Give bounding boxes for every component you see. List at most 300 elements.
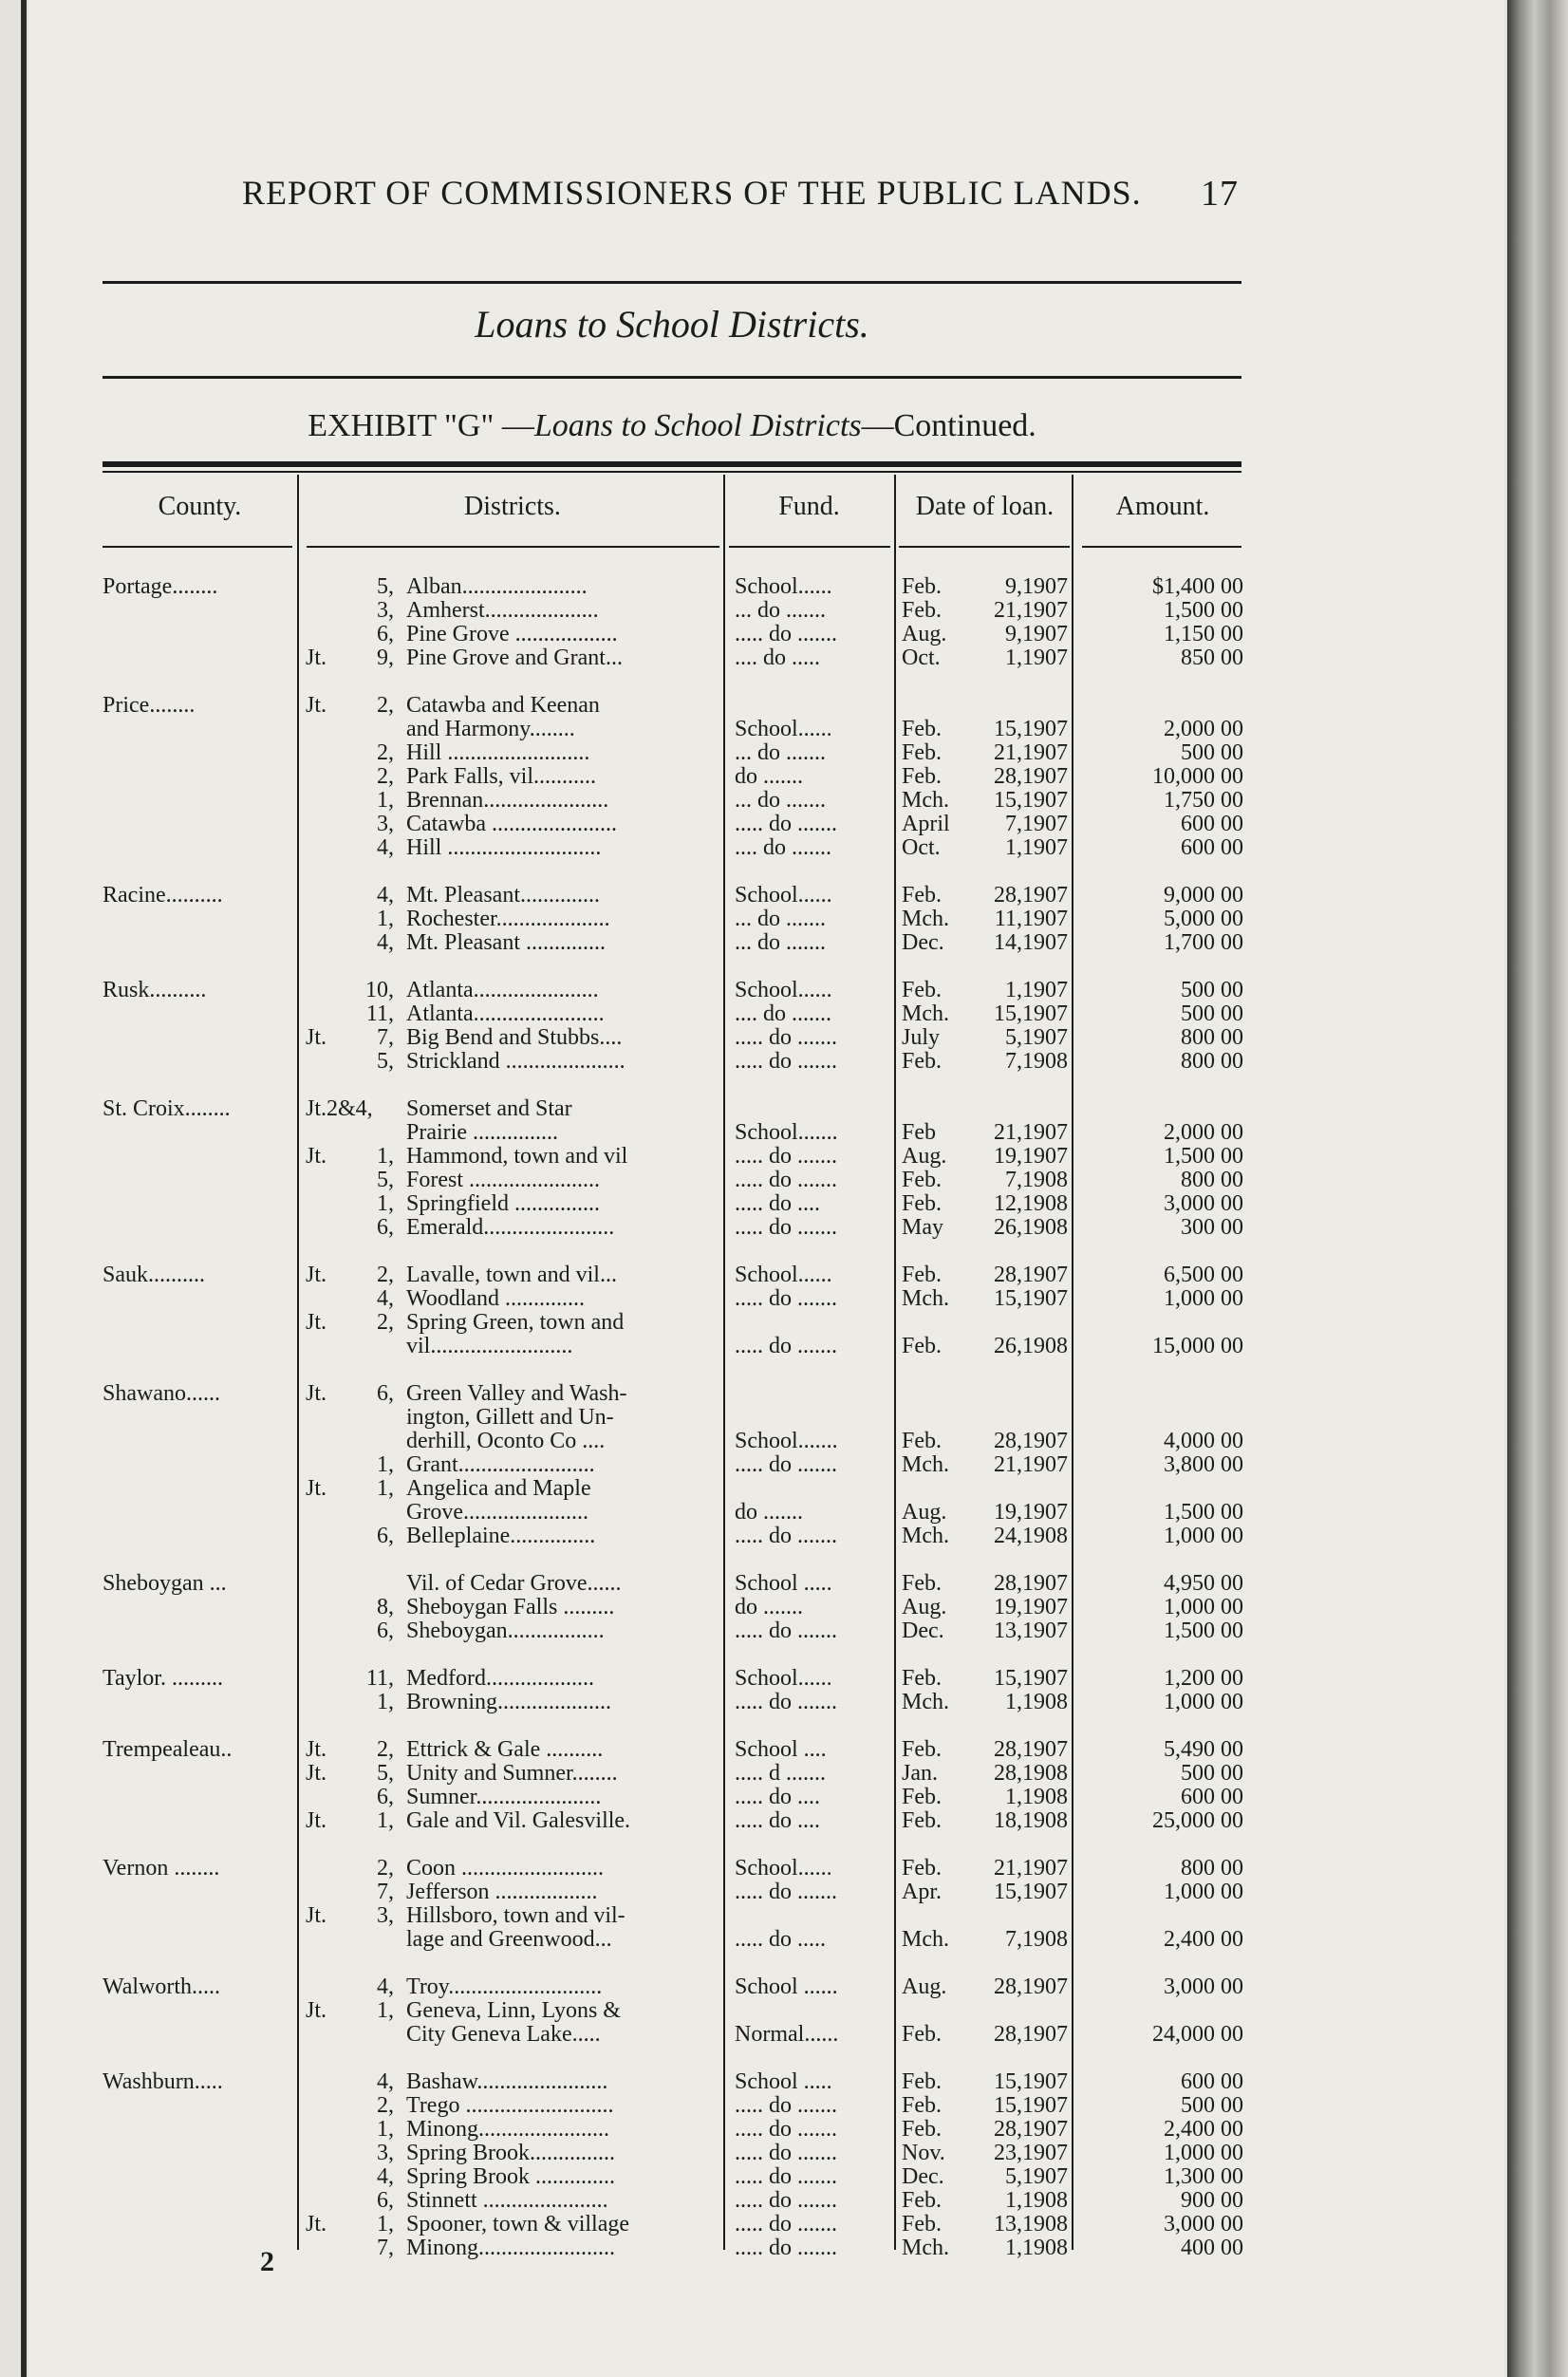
row-amount: 850 00: [1181, 646, 1243, 670]
row-district-number: 6,: [377, 1215, 394, 1240]
row-day-year: 28,1907: [994, 1571, 1068, 1596]
row-month: Feb.: [902, 740, 942, 765]
col-header-date: Date of loan.: [915, 492, 1055, 521]
row-amount: 600 00: [1181, 835, 1243, 860]
row-day-year: 7,1907: [1005, 812, 1068, 836]
row-month: Feb.: [902, 764, 942, 789]
row-day-year: 28,1908: [994, 1761, 1068, 1786]
row-fund: School......: [735, 574, 832, 599]
row-amount: 6,500 00: [1164, 1263, 1243, 1287]
row-day-year: 28,1907: [994, 764, 1068, 789]
header-underline-amount: [1082, 546, 1241, 548]
row-district-number: 2,: [377, 1737, 394, 1762]
row-day-year: 15,1907: [994, 717, 1068, 741]
row-district-name: Atlanta......................: [406, 978, 599, 1002]
row-month: Dec.: [902, 930, 944, 955]
row-fund: School.......: [735, 1120, 838, 1145]
row-amount: 3,000 00: [1164, 1975, 1243, 1999]
row-amount: 2,400 00: [1164, 1927, 1243, 1952]
row-month: Nov.: [902, 2141, 945, 2165]
row-amount: 2,400 00: [1164, 2117, 1243, 2142]
table-row: [0, 1453, 1568, 1477]
table-top-rule: [103, 461, 1241, 467]
row-district-name: Medford...................: [406, 1666, 594, 1691]
row-month: Feb.: [902, 1737, 942, 1762]
row-amount: 4,950 00: [1164, 1571, 1243, 1596]
row-district-name: Mt. Pleasant..............: [406, 883, 600, 908]
row-joint-marker: Jt.: [306, 646, 327, 670]
row-day-year: 19,1907: [994, 1144, 1068, 1169]
row-district-name: lage and Greenwood...: [406, 1927, 612, 1952]
row-day-year: 28,1907: [994, 883, 1068, 908]
row-fund: ..... do .......: [735, 1286, 837, 1311]
table-row: [0, 1002, 1568, 1026]
table-row: [0, 1501, 1568, 1525]
table-row: [0, 1097, 1568, 1121]
row-fund: ..... do .......: [735, 1049, 837, 1074]
row-amount: 1,500 00: [1164, 1619, 1243, 1643]
row-district-number: 3,: [377, 1903, 394, 1928]
row-district-number: 8,: [377, 1595, 394, 1619]
table-row: [0, 1525, 1568, 1548]
row-fund: ..... do .......: [735, 2212, 837, 2237]
row-month: Feb.: [902, 2188, 942, 2213]
row-month: Feb.: [902, 2117, 942, 2142]
row-fund: ..... do .......: [735, 2188, 837, 2213]
row-district-number: 4,: [377, 2069, 394, 2094]
row-amount: 1,000 00: [1164, 2141, 1243, 2165]
row-amount: 1,750 00: [1164, 788, 1243, 813]
row-fund: do .......: [735, 1500, 803, 1525]
row-amount: 500 00: [1181, 978, 1243, 1002]
row-amount: 24,000 00: [1152, 2022, 1243, 2047]
row-month: Jan.: [902, 1761, 938, 1786]
row-county: Trempealeau..: [103, 1737, 233, 1762]
row-day-year: 26,1908: [994, 1334, 1068, 1358]
row-fund: ..... do .......: [735, 1215, 837, 1240]
row-county: Racine..........: [103, 883, 223, 908]
row-district-number: 1,: [377, 2117, 394, 2142]
table-row: [0, 1596, 1568, 1619]
row-district-name: derhill, Oconto Co ....: [406, 1429, 606, 1453]
row-day-year: 28,1907: [994, 1429, 1068, 1453]
table-row: [0, 1667, 1568, 1691]
row-month: Mch.: [902, 1001, 949, 1026]
row-fund: School......: [735, 883, 832, 908]
table-row: [0, 1287, 1568, 1311]
row-month: April: [902, 812, 950, 836]
row-county: Taylor. .........: [103, 1666, 223, 1691]
table-row: [0, 1691, 1568, 1714]
table-row: [0, 1477, 1568, 1501]
row-amount: 4,000 00: [1164, 1429, 1243, 1453]
exhibit-suffix: —Continued.: [861, 408, 1036, 443]
row-county: Walworth.....: [103, 1975, 221, 1999]
row-district-name: Spooner, town & village: [406, 2212, 630, 2237]
row-month: Feb.: [902, 574, 942, 599]
row-month: Aug.: [902, 1144, 947, 1169]
table-row: [0, 789, 1568, 813]
row-day-year: 28,1907: [994, 2117, 1068, 2142]
table-row: [0, 1382, 1568, 1406]
row-amount: 3,000 00: [1164, 1191, 1243, 1216]
row-fund: ..... do .......: [735, 812, 837, 836]
row-day-year: 9,1907: [1005, 574, 1068, 599]
row-amount: 500 00: [1181, 1001, 1243, 1026]
row-month: Aug.: [902, 1595, 947, 1619]
row-joint-marker: Jt.: [306, 1144, 327, 1169]
row-fund: School.......: [735, 1429, 838, 1453]
row-fund: ..... do ....: [735, 1191, 820, 1216]
row-amount: 2,000 00: [1164, 717, 1243, 741]
row-day-year: 5,1907: [1005, 1025, 1068, 1050]
row-amount: 800 00: [1181, 1049, 1243, 1074]
row-district-number: 2,: [377, 1310, 394, 1335]
row-amount: 1,500 00: [1164, 1144, 1243, 1169]
row-fund: ..... do .......: [735, 2093, 837, 2118]
row-county: Shawano......: [103, 1381, 220, 1406]
row-district-number: 11,: [365, 1666, 394, 1691]
row-fund: ..... do ....: [735, 1808, 820, 1833]
row-fund: ..... do ....: [735, 1785, 820, 1809]
row-amount: 3,800 00: [1164, 1452, 1243, 1477]
row-month: Feb.: [902, 1856, 942, 1881]
row-amount: 1,500 00: [1164, 1500, 1243, 1525]
row-district-name: Hill .........................: [406, 740, 590, 765]
row-day-year: 19,1907: [994, 1500, 1068, 1525]
row-month: Feb.: [902, 1785, 942, 1809]
row-day-year: 21,1907: [994, 1452, 1068, 1477]
row-amount: 400 00: [1181, 2236, 1243, 2260]
row-district-number: 10,: [365, 978, 394, 1002]
row-day-year: 21,1907: [994, 1120, 1068, 1145]
row-joint-marker: Jt.: [306, 1381, 327, 1406]
row-amount: 900 00: [1181, 2188, 1243, 2213]
row-fund: ... do .......: [735, 907, 826, 931]
row-day-year: 9,1907: [1005, 622, 1068, 646]
row-day-year: 21,1907: [994, 1856, 1068, 1881]
table-row: [0, 2118, 1568, 2142]
row-month: Apr.: [902, 1880, 942, 1904]
row-fund: ..... do .......: [735, 1025, 837, 1050]
row-joint-marker: Jt.: [306, 2212, 327, 2237]
row-month: Mch.: [902, 1927, 949, 1952]
row-fund: .... do .......: [735, 1001, 831, 1026]
row-district-name: Sheboygan Falls .........: [406, 1595, 615, 1619]
row-district-name: Springfield ...............: [406, 1191, 600, 1216]
row-joint-marker: Jt.: [306, 1998, 327, 2023]
row-district-number: 7,: [377, 2236, 394, 2260]
row-district-number: 4,: [377, 1286, 394, 1311]
row-district-name: Spring Brook ..............: [406, 2164, 616, 2189]
row-district-name: Coon .........................: [406, 1856, 605, 1881]
row-fund: School .....: [735, 1571, 832, 1596]
row-day-year: 28,1907: [994, 1263, 1068, 1287]
row-day-year: 1,1908: [1005, 2236, 1068, 2260]
row-day-year: 7,1908: [1005, 1049, 1068, 1074]
row-day-year: 15,1907: [994, 2069, 1068, 2094]
row-month: July: [902, 1025, 941, 1050]
row-amount: 800 00: [1181, 1856, 1243, 1881]
row-day-year: 12,1908: [994, 1191, 1068, 1216]
table-row: [0, 1928, 1568, 1952]
row-district-name: Belleplaine...............: [406, 1524, 596, 1548]
header-underline-date: [899, 546, 1070, 548]
row-day-year: 7,1908: [1005, 1168, 1068, 1192]
row-district-number: 1,: [377, 1690, 394, 1714]
row-amount: 1,500 00: [1164, 598, 1243, 623]
row-fund: School ....: [735, 1737, 827, 1762]
row-district-name: City Geneva Lake.....: [406, 2022, 601, 2047]
row-month: Oct.: [902, 835, 941, 860]
row-district-name: Hill ...........................: [406, 835, 602, 860]
row-joint-marker: Jt.: [306, 1310, 327, 1335]
row-joint-marker: Jt.: [306, 1263, 327, 1287]
row-day-year: 28,1907: [994, 1737, 1068, 1762]
row-district-number: 2,: [377, 2093, 394, 2118]
row-county: Sheboygan ...: [103, 1571, 227, 1596]
table-row: [0, 1121, 1568, 1145]
row-month: Feb.: [902, 1049, 942, 1074]
row-month: Aug.: [902, 1975, 947, 1999]
row-district-number: 1,: [377, 1191, 394, 1216]
row-month: Feb.: [902, 1334, 942, 1358]
row-district-name: Brennan......................: [406, 788, 609, 813]
row-district-number: 2,: [377, 764, 394, 789]
table-row: [0, 2094, 1568, 2118]
row-district-number: 5,: [377, 1049, 394, 1074]
row-district-number: 3,: [377, 598, 394, 623]
table-row: [0, 1762, 1568, 1786]
table-row: [0, 1192, 1568, 1216]
row-day-year: 1,1907: [1005, 835, 1068, 860]
row-district-name: Emerald.......................: [406, 1215, 615, 1240]
table-row: [0, 931, 1568, 955]
row-joint-marker: Jt.: [306, 1761, 327, 1786]
row-district-name: Geneva, Linn, Lyons &: [406, 1998, 621, 2023]
row-amount: 800 00: [1181, 1025, 1243, 1050]
table-row: [0, 1169, 1568, 1192]
row-district-number: 1,: [377, 1144, 394, 1169]
header-underline-county: [103, 546, 292, 548]
row-month: Aug.: [902, 1500, 947, 1525]
row-amount: $1,400 00: [1152, 574, 1243, 599]
signature-mark: 2: [260, 2246, 274, 2277]
exhibit-prefix: EXHIBIT "G" —: [308, 408, 534, 443]
table-row: [0, 575, 1568, 599]
table-row: [0, 1311, 1568, 1335]
row-day-year: 23,1907: [994, 2141, 1068, 2165]
header-underline-fund: [729, 546, 890, 548]
row-month: Feb.: [902, 1263, 942, 1287]
table-row: [0, 1335, 1568, 1358]
table-row: [0, 2237, 1568, 2260]
row-district-number: 7,: [377, 1025, 394, 1050]
row-fund: Normal......: [735, 2022, 839, 2047]
row-joint-marker: Jt.: [306, 1903, 327, 1928]
row-district-name: Sheboygan.................: [406, 1619, 605, 1643]
row-fund: School......: [735, 1856, 832, 1881]
table-row: [0, 1050, 1568, 1074]
row-amount: 1,000 00: [1164, 1595, 1243, 1619]
row-district-number: 4,: [377, 2164, 394, 2189]
row-district-number: 6,: [377, 1619, 394, 1643]
table-row: [0, 741, 1568, 765]
row-fund: ..... do .......: [735, 1619, 837, 1643]
col-header-county: County.: [158, 492, 242, 521]
section-rule: [103, 376, 1241, 379]
table-row: [0, 1430, 1568, 1453]
row-county: Vernon ........: [103, 1856, 220, 1881]
row-month: Feb.: [902, 1571, 942, 1596]
row-amount: 5,000 00: [1164, 907, 1243, 931]
table-row: [0, 1857, 1568, 1881]
row-district-number: 6,: [377, 1785, 394, 1809]
row-month: Feb.: [902, 1168, 942, 1192]
table-row: [0, 1216, 1568, 1240]
row-district-name: Somerset and Star: [406, 1096, 572, 1121]
row-joint-marker: Jt.2&4,: [306, 1096, 373, 1121]
row-amount: 2,000 00: [1164, 1120, 1243, 1145]
row-month: Feb.: [902, 883, 942, 908]
row-joint-marker: Jt.: [306, 1025, 327, 1050]
row-month: Feb.: [902, 2093, 942, 2118]
row-district-number: 6,: [377, 1381, 394, 1406]
row-district-name: Sumner......................: [406, 1785, 602, 1809]
table-row: [0, 599, 1568, 623]
section-title: Loans to School Districts.: [475, 303, 869, 346]
row-fund: ... do .......: [735, 930, 826, 955]
row-district-name: Ettrick & Gale ..........: [406, 1737, 604, 1762]
row-district-name: Unity and Sumner........: [406, 1761, 618, 1786]
row-fund: School......: [735, 1263, 832, 1287]
row-district-name: ington, Gillett and Un-: [406, 1405, 614, 1430]
row-district-name: Woodland ..............: [406, 1286, 586, 1311]
row-amount: 600 00: [1181, 1785, 1243, 1809]
row-day-year: 14,1907: [994, 930, 1068, 955]
row-district-number: 1,: [377, 1452, 394, 1477]
table-row: [0, 718, 1568, 741]
row-district-name: Strickland .....................: [406, 1049, 625, 1074]
row-district-name: Stinnett ......................: [406, 2188, 608, 2213]
row-month: Mch.: [902, 1452, 949, 1477]
row-fund: School......: [735, 717, 832, 741]
row-month: Dec.: [902, 1619, 944, 1643]
row-day-year: 11,1907: [994, 907, 1068, 931]
row-fund: do .......: [735, 764, 803, 789]
row-fund: ..... do .......: [735, 1690, 837, 1714]
row-district-number: 3,: [377, 2141, 394, 2165]
row-district-name: Atlanta.......................: [406, 1001, 605, 1026]
row-district-name: Gale and Vil. Galesville.: [406, 1808, 631, 1833]
table-row: [0, 884, 1568, 908]
row-amount: 800 00: [1181, 1168, 1243, 1192]
row-joint-marker: Jt.: [306, 1808, 327, 1833]
row-district-number: 3,: [377, 812, 394, 836]
row-district-number: 2,: [377, 740, 394, 765]
row-day-year: 13,1908: [994, 2212, 1068, 2237]
row-fund: .... do .......: [735, 835, 831, 860]
row-fund: ..... d .......: [735, 1761, 826, 1786]
row-month: Feb.: [902, 2069, 942, 2094]
row-county: Washburn.....: [103, 2069, 223, 2094]
row-day-year: 15,1907: [994, 2093, 1068, 2118]
exhibit-italic: Loans to School Districts: [533, 408, 862, 443]
row-district-name: and Harmony........: [406, 717, 575, 741]
row-amount: 1,300 00: [1164, 2164, 1243, 2189]
row-district-name: Grove......................: [406, 1500, 588, 1525]
row-day-year: 1,1908: [1005, 2188, 1068, 2213]
row-district-number: 11,: [365, 1001, 394, 1026]
row-district-number: 1,: [377, 1476, 394, 1501]
row-district-name: vil.........................: [406, 1334, 573, 1358]
row-day-year: 13,1907: [994, 1619, 1068, 1643]
row-day-year: 1,1908: [1005, 1785, 1068, 1809]
row-month: Feb.: [902, 717, 942, 741]
row-fund: ..... do .......: [735, 622, 837, 646]
row-fund: ..... do .......: [735, 2164, 837, 2189]
row-fund: ..... do .......: [735, 1334, 837, 1358]
row-district-number: 6,: [377, 622, 394, 646]
row-district-number: 1,: [377, 907, 394, 931]
row-district-name: Mt. Pleasant ..............: [406, 930, 606, 955]
row-fund: School......: [735, 978, 832, 1002]
row-district-name: Vil. of Cedar Grove......: [406, 1571, 622, 1596]
row-fund: ..... do .......: [735, 1144, 837, 1169]
row-district-number: 4,: [377, 1975, 394, 1999]
row-district-number: 1,: [377, 2212, 394, 2237]
table-row: [0, 765, 1568, 789]
row-amount: 500 00: [1181, 1761, 1243, 1786]
row-month: Oct.: [902, 646, 941, 670]
header-title: REPORT OF COMMISSIONERS OF THE PUBLIC LANDS.: [242, 174, 1142, 212]
col-header-amount: Amount.: [1115, 492, 1210, 521]
row-district-number: 4,: [377, 930, 394, 955]
row-district-number: 1,: [377, 788, 394, 813]
table-row: [0, 1904, 1568, 1928]
row-day-year: 7,1908: [1005, 1927, 1068, 1952]
row-district-number: 6,: [377, 1524, 394, 1548]
row-amount: 1,000 00: [1164, 1690, 1243, 1714]
row-county: St. Croix........: [103, 1096, 231, 1121]
table-top-rule-thin: [103, 471, 1241, 473]
row-district-name: Lavalle, town and vil...: [406, 1263, 617, 1287]
row-district-name: Hammond, town and vil: [406, 1144, 628, 1169]
row-county: Portage........: [103, 574, 218, 599]
row-day-year: 1,1907: [1005, 646, 1068, 670]
row-district-name: Spring Brook...............: [406, 2141, 616, 2165]
row-district-name: Catawba and Keenan: [406, 693, 600, 718]
row-district-name: Green Valley and Wash-: [406, 1381, 627, 1406]
row-county: Price........: [103, 693, 196, 718]
header-underline-districts: [307, 546, 719, 548]
row-month: Feb.: [902, 2212, 942, 2237]
table-row: [0, 1145, 1568, 1169]
row-district-name: Alban......................: [406, 574, 588, 599]
row-district-number: 2,: [377, 1856, 394, 1881]
row-fund: .... do .....: [735, 646, 820, 670]
table-row: [0, 2142, 1568, 2165]
table-row: [0, 2070, 1568, 2094]
table-row: [0, 2189, 1568, 2213]
row-month: Feb.: [902, 1429, 942, 1453]
row-fund: do .......: [735, 1595, 803, 1619]
row-month: Mch.: [902, 1690, 949, 1714]
table-row: [0, 623, 1568, 646]
row-month: Feb: [902, 1120, 936, 1145]
row-day-year: 24,1908: [994, 1524, 1068, 1548]
table-row: [0, 1572, 1568, 1596]
